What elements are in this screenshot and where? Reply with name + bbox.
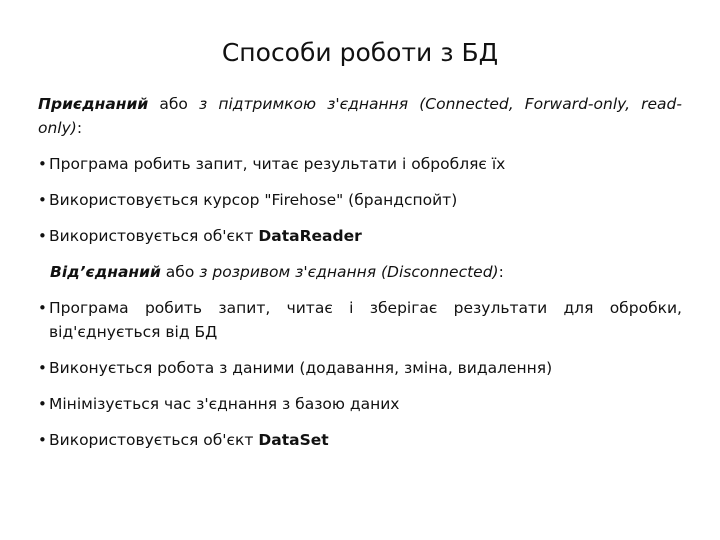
disconnected-or: або: [160, 263, 200, 281]
connected-heading: [38, 92, 682, 140]
disconnected-bullet-text: Мінімізується час з'єднання з базою даних: [49, 395, 400, 413]
connected-bullet-text: Використовується курсор "Firehose" (брандспойт): [49, 191, 458, 209]
disconnected-heading: [50, 260, 682, 284]
disconnected-bullet-1: [38, 296, 682, 344]
disconnected-bullet-text: Використовується об'єкт: [49, 431, 259, 449]
datareader-label: DataReader: [258, 227, 362, 245]
slide-title: Способи роботи з БД: [221, 38, 499, 67]
connected-bullet-3: [38, 224, 682, 248]
disconnected-term: Від’єднаний: [50, 263, 161, 281]
slide-content: [38, 92, 682, 464]
disconnected-bullet-4: [38, 428, 682, 452]
connected-bullet-2: [38, 188, 682, 212]
disconnected-bullet-text: Програма робить запит, читає і зберігає результати для обробки, від'єднується від БД: [49, 299, 682, 341]
disconnected-bullet-3: [38, 392, 682, 416]
disconnected-description: з розривом з'єднання (Disconnected): [199, 263, 499, 281]
disconnected-bullet-text: Виконується робота з даними (додавання, зміна, видалення): [49, 359, 553, 377]
connected-bullet-text: Використовується об'єкт: [49, 227, 259, 245]
connected-term: Приєднаний: [38, 95, 149, 113]
connected-or: або: [148, 95, 199, 113]
connected-colon: :: [76, 119, 83, 137]
connected-bullet-text: Програма робить запит, читає результати і обробляє їх: [49, 155, 506, 173]
disconnected-colon: :: [498, 263, 504, 281]
disconnected-bullet-2: [38, 356, 682, 380]
connected-bullet-1: [38, 152, 682, 176]
dataset-label: DataSet: [258, 431, 329, 449]
connected-description: з підтримкою з'єднання (Connected, Forward-only, read-only): [38, 95, 682, 137]
